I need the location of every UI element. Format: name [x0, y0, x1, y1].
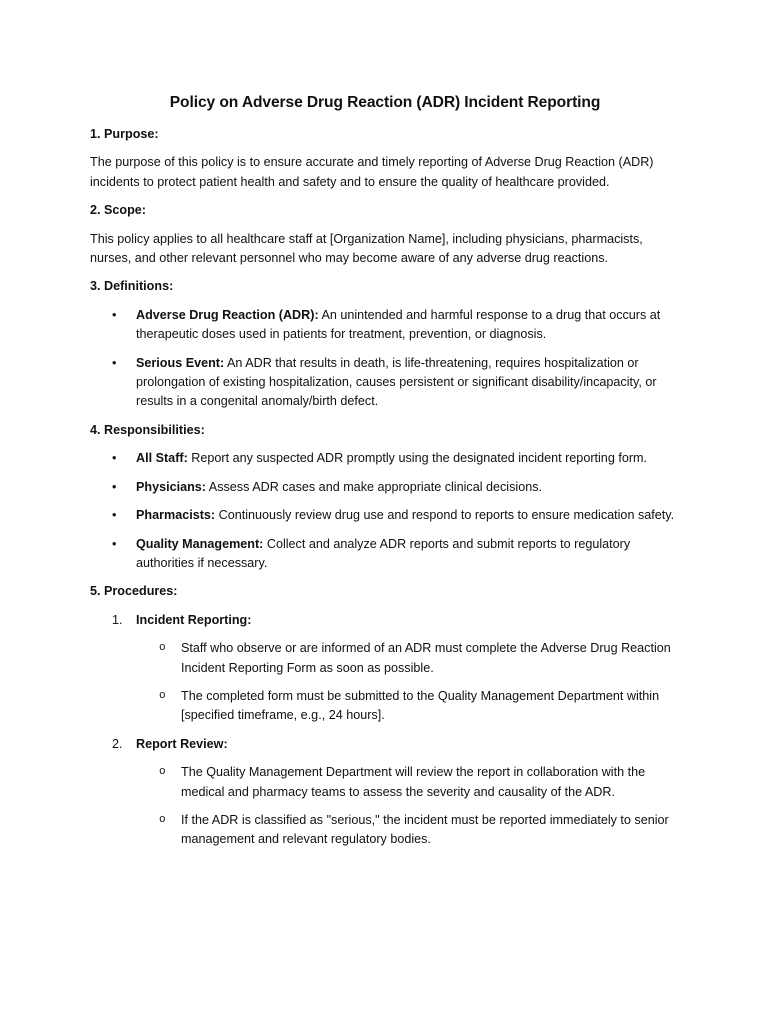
bullet-icon: • — [112, 355, 117, 370]
responsibility-text: Collect and analyze ADR reports and submit reports to regulatory authorities if necessary. — [136, 536, 631, 570]
procedure-step — [90, 735, 680, 850]
step-title: Incident Reporting: — [136, 612, 252, 627]
definitions-list — [90, 306, 680, 412]
responsibility-role: All Staff: — [136, 451, 188, 466]
step-number: 2. — [112, 736, 123, 751]
sub-bullet-icon: o — [159, 813, 166, 826]
section-heading-procedures: 5. Procedures: — [90, 584, 178, 599]
step-title: Report Review: — [136, 736, 228, 751]
sub-item-text: If the ADR is classified as "serious," the incident must be reported immediately to senior management and relevant regulatory bodies. — [181, 812, 669, 847]
responsibility-role: Pharmacists: — [136, 508, 216, 523]
sub-bullet-icon: o — [159, 766, 166, 779]
sub-item-text: Staff who observe or are informed of an ADR must complete the Adverse Drug Reaction Incident Reporting Form as soon as possible. — [181, 641, 671, 675]
sub-bullet-icon: o — [159, 689, 166, 702]
definition-text: An ADR that results in death, is life-threatening, requires hospitalization or prolongation of existing hospitalization, causes persistent or significant disability/incapacity, or results in a congenital anomaly/birth defect. — [136, 355, 657, 409]
responsibility-role: Physicians: — [136, 479, 206, 494]
list-item — [136, 639, 680, 678]
bullet-icon: • — [112, 479, 117, 494]
section-heading-definitions: 3. Definitions: — [90, 279, 174, 294]
bullet-icon: • — [112, 536, 117, 551]
section-heading-scope: 2. Scope: — [90, 203, 146, 218]
list-item — [90, 306, 680, 345]
list-item — [136, 763, 680, 802]
sub-item-text: The Quality Management Department will review the report in collaboration with the medical and pharmacy teams to assess the severity and causality of the ADR. — [181, 765, 646, 799]
list-item — [136, 811, 680, 850]
document-title: Policy on Adverse Drug Reaction (ADR) Incident Reporting — [169, 94, 601, 111]
list-item — [90, 449, 680, 468]
responsibility-text: Report any suspected ADR promptly using the designated incident reporting form. — [187, 451, 648, 466]
responsibilities-list — [90, 449, 680, 573]
list-item — [90, 535, 680, 574]
list-item — [90, 506, 680, 525]
step-sub-list — [136, 639, 680, 726]
policy-document — [90, 92, 680, 859]
section-text-purpose: The purpose of this policy is to ensure accurate and timely reporting of Adverse Drug Reaction (ADR) incidents to protect patient health and safety and to ensure the quality of healthcare provided. — [90, 155, 654, 189]
responsibility-role: Quality Management: — [136, 536, 264, 551]
definition-text: An unintended and harmful response to a drug that occurs at therapeutic doses used in patients for treatment, prevention, or diagnosis. — [136, 307, 661, 342]
section-heading-purpose: 1. Purpose: — [90, 127, 159, 141]
bullet-icon: • — [112, 307, 117, 322]
definition-term: Adverse Drug Reaction (ADR): — [136, 307, 319, 322]
bullet-icon: • — [112, 451, 117, 466]
list-item — [90, 478, 680, 497]
section-heading-responsibilities: 4. Responsibilities: — [90, 422, 205, 437]
bullet-icon: • — [112, 508, 117, 523]
responsibility-text: Continuously review drug use and respond to reports to ensure medication safety. — [215, 508, 675, 523]
responsibility-text: Assess ADR cases and make appropriate clinical decisions. — [206, 479, 542, 494]
definition-term: Serious Event: — [136, 355, 225, 370]
step-sub-list — [136, 763, 680, 850]
sub-item-text: The completed form must be submitted to the Quality Management Department within [specified timeframe, e.g., 24 hours]. — [181, 688, 660, 723]
section-text-scope: This policy applies to all healthcare staff at [Organization Name], including physicians, pharmacists, nurses, and other relevant personnel who may become aware of any adverse drug reactions. — [90, 231, 643, 266]
list-item — [136, 687, 680, 726]
procedure-step — [90, 611, 680, 726]
step-number: 1. — [112, 612, 123, 627]
procedures-list — [90, 611, 680, 850]
list-item — [90, 354, 680, 412]
sub-bullet-icon: o — [159, 642, 166, 655]
